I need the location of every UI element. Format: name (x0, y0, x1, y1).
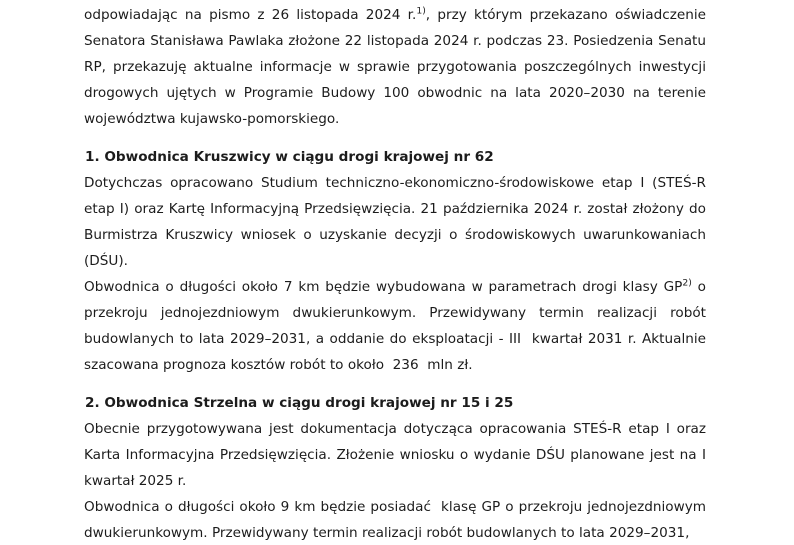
intro-text-before-footnote: odpowiadając na pismo z 26 listopada 2024 r. (84, 7, 417, 23)
section-1-heading: 1. Obwodnica Kruszwicy w ciągu drogi krajowej nr 62 (85, 149, 494, 165)
section-1-paragraph-2 (84, 274, 711, 378)
intro-paragraph (84, 2, 711, 132)
section-2-paragraph-1: Obecnie przygotowywana jest dokumentacja dotycząca opracowania STEŚ-R etap I oraz Karta Informacyjna Przedsięwzięcia. Złożenie wniosku o wydanie DŚU planowane jest na I kwartał 2025 r. (84, 421, 711, 489)
footnote-ref-1: 1) (416, 5, 426, 17)
section-1-paragraph-1: Dotychczas opracowano Studium techniczno-ekonomiczno-środowiskowe etap I (STEŚ-R etap I) oraz Kartę Informacyjną Przedsięwzięcia. 21 października 2024 r. został złożony do Burmistrza Kruszwicy wniosek o uzyskanie decyzji o środowiskowych uwarunkowaniach (DŚU). (84, 175, 711, 269)
document-page (84, 0, 711, 545)
section-2-heading: 2. Obwodnica Strzelna w ciągu drogi krajowej nr 15 i 25 (85, 395, 514, 411)
intro-text-after-footnote: , przy którym przekazano oświadczenie Senatora Stanisława Pawlaka złożone 22 listopada 2024 r. podczas 23. Posiedzenia Senatu RP, przekazuję aktualne informacje w sprawie przygotowania poszczególnych inwestycji drogowych ujętych w Programie Budowy 100 obwodnic na lata 2020–2030 na terenie województwa kujawsko-pomorskiego. (84, 7, 711, 127)
section-2-paragraph-2: Obwodnica o długości około 9 km będzie posiadać klasę GP o przekroju jednojezdniowym dwukierunkowym. Przewidywany termin realizacji robót budowlanych to lata 2029–2031, (84, 499, 711, 541)
section-1-text-before-footnote: Obwodnica o długości około 7 km będzie wybudowana w parametrach drogi klasy GP (84, 279, 683, 295)
section-1-text-after-footnote: o przekroju jednojezdniowym dwukierunkowym. Przewidywany termin realizacji robót budowlanych to lata 2029–2031, a oddanie do eksploatacji - III kwartał 2031 r. Aktualnie szacowana prognoza kosztów robót to około 236 mln zł. (84, 279, 711, 373)
footnote-ref-2: 2) (682, 277, 692, 289)
